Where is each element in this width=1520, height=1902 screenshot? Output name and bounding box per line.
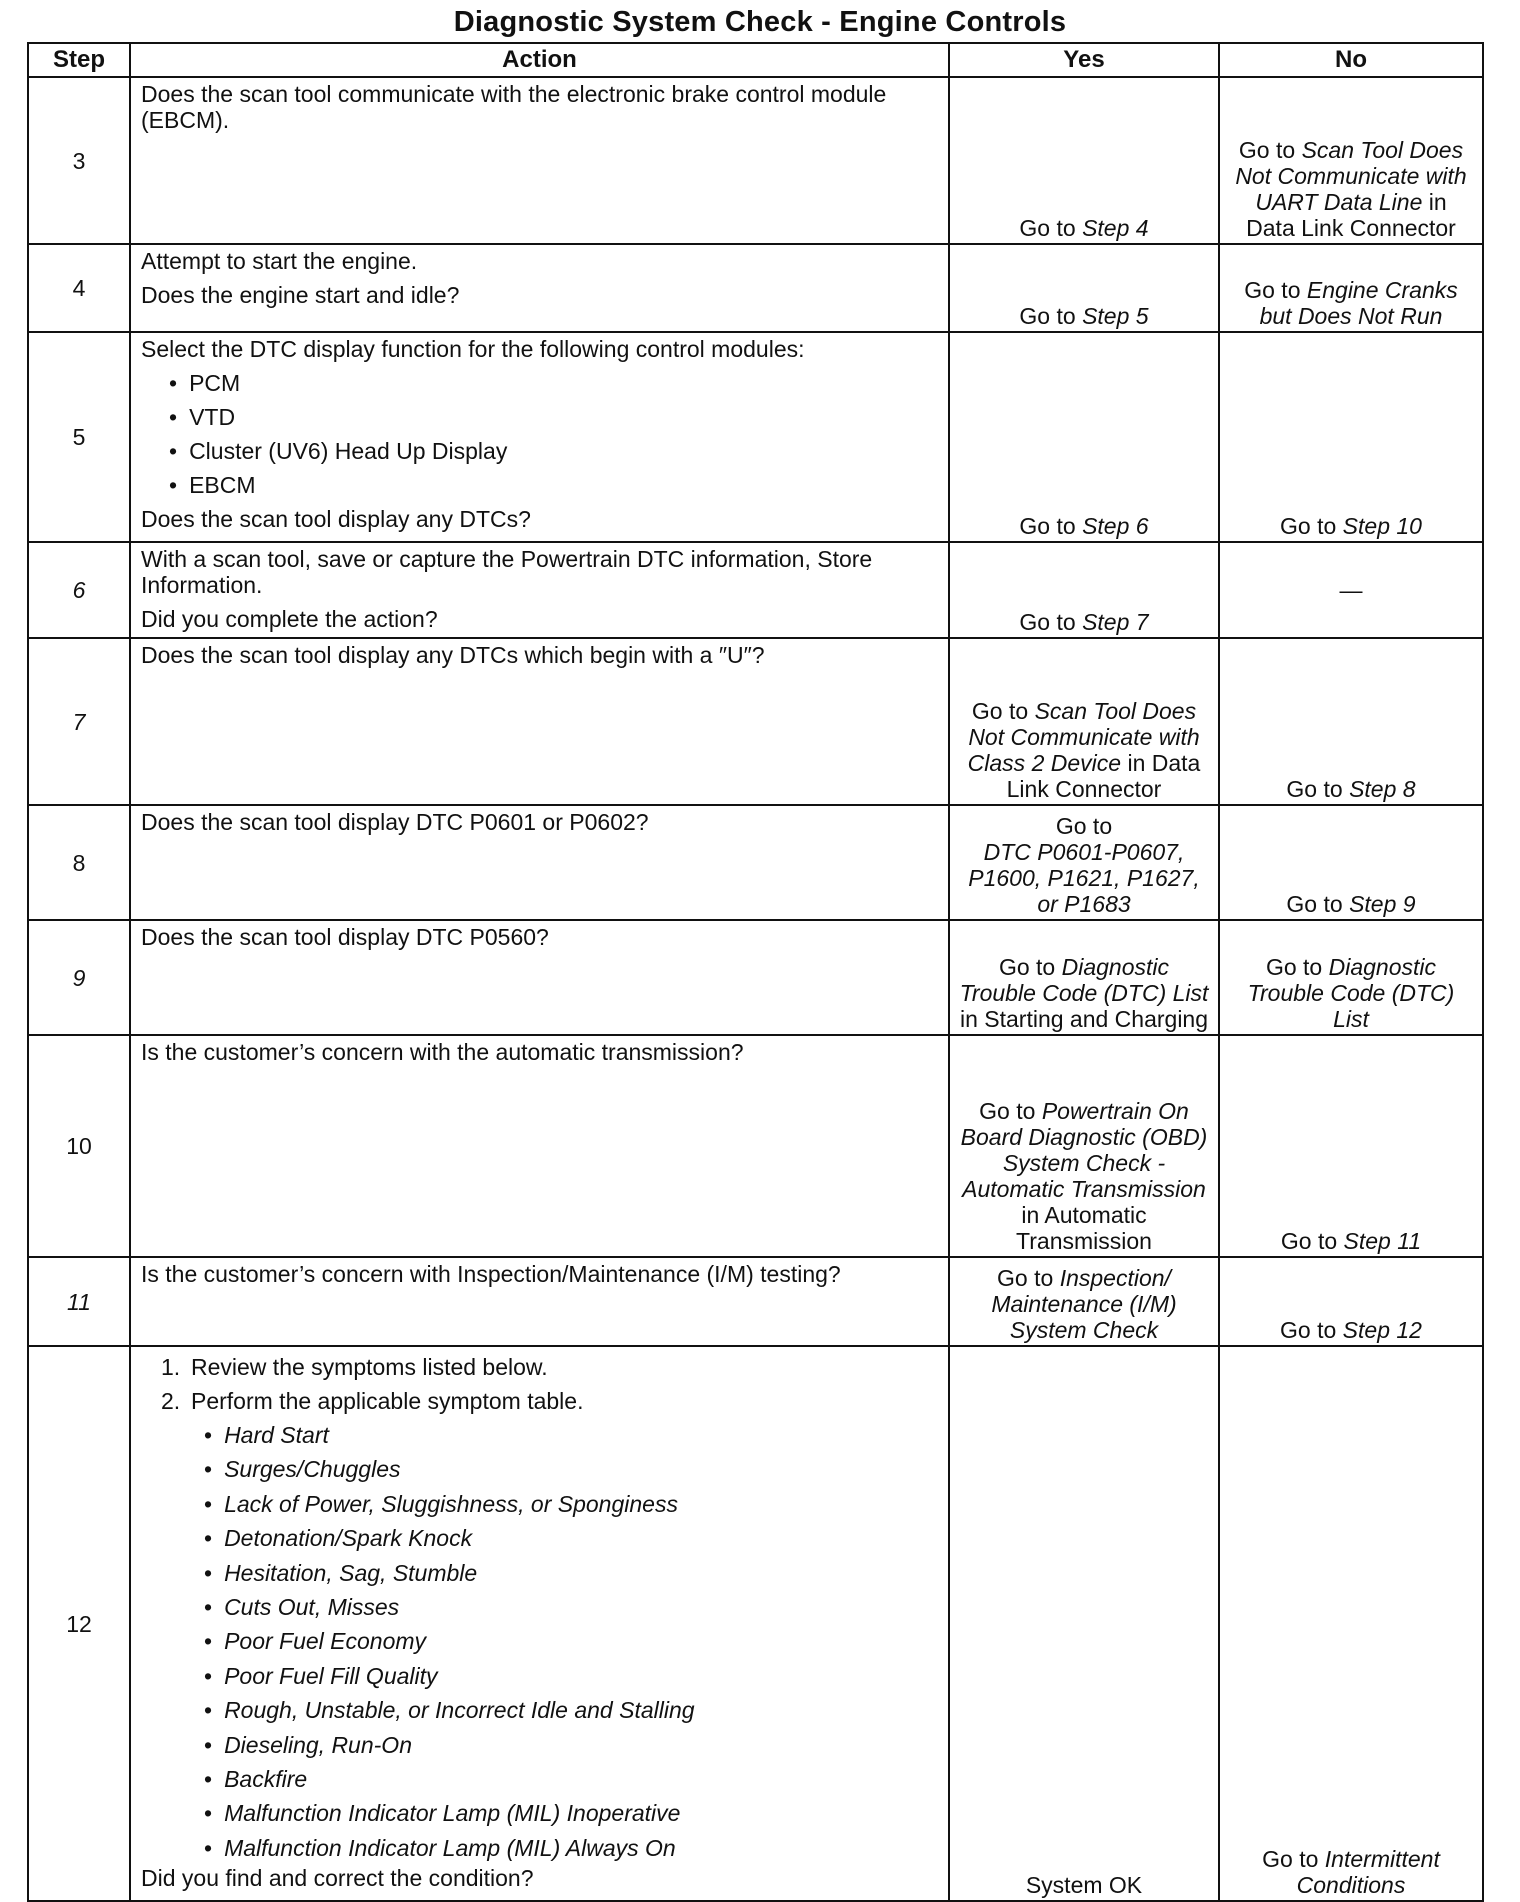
yes-cell (949, 920, 1219, 1035)
module-list (141, 366, 938, 502)
table-row-step-10 (28, 1035, 1483, 1257)
yes-cell (949, 805, 1219, 920)
yes-cell (949, 1035, 1219, 1257)
step-number: 4 (28, 244, 130, 332)
yes-target-link[interactable]: Step 5 (1082, 303, 1149, 329)
action-cell (130, 805, 949, 920)
no-prefix: Go to (1244, 277, 1307, 303)
no-target-link[interactable]: Engine Cranks but Does Not Run (1259, 277, 1458, 329)
no-prefix: Go to (1262, 1846, 1325, 1872)
step-number: 7 (28, 638, 130, 805)
yes-cell (949, 1346, 1219, 1901)
no-cell (1219, 805, 1483, 920)
step-number: 9 (28, 920, 130, 1035)
yes-cell (949, 244, 1219, 332)
yes-prefix: Go to (1019, 215, 1083, 241)
action-instruction: Select the DTC display function for the following control modules: (141, 336, 805, 362)
yes-prefix: Go to (979, 1098, 1042, 1124)
yes-prefix: Go to (1019, 609, 1083, 635)
no-target-link[interactable]: Step 9 (1349, 891, 1416, 917)
table-row-step-8 (28, 805, 1483, 920)
list-item: 1. Review the symptoms listed below. (161, 1354, 548, 1380)
symptom-item[interactable]: • Surges/Chuggles (204, 1452, 938, 1486)
yes-target-link[interactable]: Step 6 (1082, 513, 1149, 539)
yes-suffix: in Automatic Transmission (1016, 1202, 1152, 1254)
table-row-step-5 (28, 332, 1483, 542)
no-target-link[interactable]: Step 10 (1342, 513, 1422, 539)
yes-cell (949, 542, 1219, 638)
table-row-step-6 (28, 542, 1483, 638)
action-cell (130, 638, 949, 805)
action-question: Does the scan tool display DTC P0601 or P0602? (141, 809, 649, 835)
step-number: 6 (28, 542, 130, 638)
yes-prefix: Go to (971, 698, 1035, 724)
action-cell (130, 1257, 949, 1346)
no-target-link[interactable]: Step 12 (1342, 1317, 1422, 1343)
symptom-item[interactable]: • Poor Fuel Fill Quality (204, 1659, 938, 1693)
no-cell (1219, 1035, 1483, 1257)
yes-prefix: Go to (1019, 513, 1083, 539)
step-number: 3 (28, 77, 130, 244)
no-prefix: Go to (1280, 1317, 1343, 1343)
list-item: • PCM (169, 366, 938, 400)
yes-prefix: Go to (997, 1265, 1060, 1291)
table-row-step-12 (28, 1346, 1483, 1901)
no-target-link[interactable]: Scan Tool Does Not Communicate with UART Data Line (1235, 137, 1467, 215)
yes-cell (949, 1257, 1219, 1346)
symptom-item[interactable]: • Dieseling, Run-On (204, 1728, 938, 1762)
yes-target-link[interactable]: Inspection/ Maintenance (I/M) System Check (991, 1265, 1177, 1343)
symptom-item[interactable]: • Cuts Out, Misses (204, 1590, 938, 1624)
no-suffix: in Data Link Connector (1246, 189, 1456, 241)
step-column-header: Step (28, 43, 130, 77)
action-cell (130, 920, 949, 1035)
list-item: • EBCM (169, 468, 938, 502)
numbered-steps (141, 1350, 938, 1418)
list-item: • Cluster (UV6) Head Up Display (169, 434, 938, 468)
list-item: • VTD (169, 400, 938, 434)
no-prefix: Go to (1280, 1228, 1344, 1254)
step-number: 8 (28, 805, 130, 920)
no-cell (1219, 77, 1483, 244)
yes-prefix: Go to (1019, 303, 1083, 329)
no-target-link[interactable]: Intermittent Conditions (1296, 1846, 1440, 1898)
table-row-step-3 (28, 77, 1483, 244)
no-cell (1219, 920, 1483, 1035)
step-number: 5 (28, 332, 130, 542)
symptom-item[interactable]: • Lack of Power, Sluggishness, or Sponginess (204, 1487, 938, 1521)
yes-suffix: in Starting and Charging (959, 1006, 1209, 1032)
yes-cell (949, 332, 1219, 542)
step-number: 10 (28, 1035, 130, 1257)
action-cell (130, 332, 949, 542)
action-cell (130, 1346, 949, 1901)
yes-cell (949, 638, 1219, 805)
no-cell (1219, 542, 1483, 638)
diagnostic-table (27, 42, 1484, 1902)
symptom-list (141, 1418, 938, 1865)
action-instruction: Attempt to start the engine. (141, 248, 418, 274)
list-item: 2. Perform the applicable symptom table. (161, 1388, 584, 1414)
action-cell (130, 1035, 949, 1257)
no-cell (1219, 1257, 1483, 1346)
no-cell (1219, 244, 1483, 332)
no-target-link[interactable]: Step 11 (1343, 1228, 1422, 1254)
no-cell (1219, 332, 1483, 542)
action-question: Did you complete the action? (141, 606, 438, 632)
symptom-item[interactable]: • Detonation/Spark Knock (204, 1521, 938, 1555)
yes-target-link[interactable]: Step 7 (1082, 609, 1149, 635)
yes-prefix: Go to (998, 954, 1062, 980)
no-prefix: Go to (1238, 137, 1302, 163)
yes-target-link[interactable]: Powertrain On Board Diagnostic (OBD) System Check - Automatic Transmission (960, 1098, 1208, 1202)
action-question: Does the scan tool communicate with the electronic brake control module (EBCM). (141, 81, 887, 133)
action-question: Is the customer’s concern with the automatic transmission? (141, 1039, 744, 1065)
step-number: 12 (28, 1346, 130, 1901)
yes-target-link[interactable]: Step 4 (1082, 215, 1149, 241)
yes-prefix: Go to (1055, 813, 1113, 839)
action-question: Is the customer’s concern with Inspection/Maintenance (I/M) testing? (141, 1261, 841, 1287)
yes-cell (949, 77, 1219, 244)
yes-target-link[interactable]: Scan Tool Does Not Communicate with Class 2 Device (967, 698, 1200, 776)
header-row (28, 43, 1483, 77)
yes-suffix: in Data Link Connector (1006, 750, 1201, 802)
action-question: Does the scan tool display any DTCs which begin with a ″U″? (141, 642, 765, 668)
table-row-step-9 (28, 920, 1483, 1035)
page-title: Diagnostic System Check - Engine Controls (453, 6, 1067, 38)
yes-target-link[interactable]: Diagnostic Trouble Code (DTC) List (959, 954, 1209, 1006)
symptom-item[interactable]: • Poor Fuel Economy (204, 1624, 938, 1658)
step-number: 11 (28, 1257, 130, 1346)
symptom-item[interactable]: • Hesitation, Sag, Stumble (204, 1556, 938, 1590)
action-instruction: With a scan tool, save or capture the Powertrain DTC information, Store Information. (141, 546, 873, 598)
action-question: Does the scan tool display DTC P0560? (141, 924, 549, 950)
no-prefix: Go to (1265, 954, 1329, 980)
action-column-header: Action (130, 43, 949, 77)
action-question: Does the engine start and idle? (141, 282, 460, 308)
action-question: Did you find and correct the condition? (141, 1865, 534, 1892)
symptom-item[interactable]: • Malfunction Indicator Lamp (MIL) Inoperative (204, 1796, 938, 1830)
yes-column-header: Yes (949, 43, 1219, 77)
table-row-step-4 (28, 244, 1483, 332)
action-question: Does the scan tool display any DTCs? (141, 506, 531, 532)
symptom-item[interactable]: • Malfunction Indicator Lamp (MIL) Always On (204, 1831, 938, 1865)
action-cell (130, 77, 949, 244)
no-target-link[interactable]: Diagnostic Trouble Code (DTC) List (1247, 954, 1455, 1032)
symptom-item[interactable]: • Backfire (204, 1762, 938, 1796)
action-cell (130, 542, 949, 638)
no-cell (1219, 638, 1483, 805)
no-target-link[interactable]: Step 8 (1349, 776, 1416, 802)
no-column-header: No (1219, 43, 1483, 77)
yes-target-link[interactable]: DTC P0601-P0607, P1600, P1621, P1627, or P1683 (968, 839, 1200, 917)
no-dash: — (1339, 577, 1363, 603)
no-cell (1219, 1346, 1483, 1901)
no-prefix: Go to (1286, 776, 1350, 802)
symptom-item[interactable]: • Hard Start (204, 1418, 938, 1452)
no-prefix: Go to (1280, 513, 1343, 539)
no-prefix: Go to (1286, 891, 1350, 917)
table-row-step-11 (28, 1257, 1483, 1346)
yes-result: System OK (1025, 1872, 1143, 1898)
table-row-step-7 (28, 638, 1483, 805)
action-cell (130, 244, 949, 332)
symptom-item[interactable]: • Rough, Unstable, or Incorrect Idle and Stalling (204, 1693, 938, 1727)
